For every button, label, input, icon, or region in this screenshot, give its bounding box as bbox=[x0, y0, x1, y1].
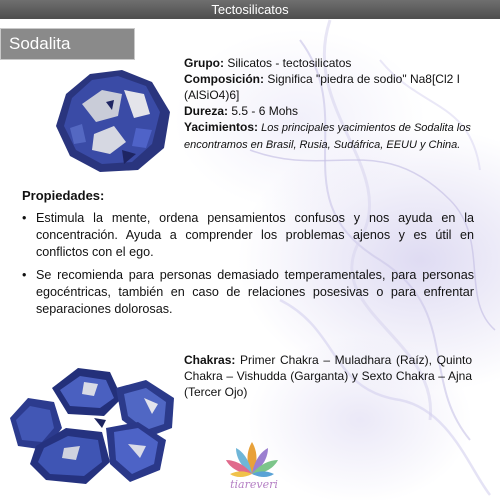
sodalite-stone-image bbox=[52, 64, 174, 176]
composicion-row bbox=[184, 71, 490, 103]
chakras-value: Primer Chakra – Muladhara (Raíz), Quinto Chakra – Vishudda (Garganta) y Sexto Chakra – Ajna (Tercer Ojo) bbox=[184, 353, 472, 399]
composicion-label: Composición: bbox=[184, 72, 264, 86]
sodalite-rough-stones-image bbox=[6, 358, 182, 488]
yacimientos-label: Yacimientos: bbox=[184, 120, 259, 134]
yacimientos-row bbox=[184, 119, 490, 153]
mineral-name-box bbox=[0, 28, 135, 60]
mineral-name: Sodalita bbox=[9, 34, 71, 53]
bullet-dot-icon: • bbox=[22, 268, 27, 282]
property-text: Se recomienda para personas demasiado temperamentales, para personas egocéntricas, también en caso de relaciones posesivas o para enfrentar separaciones dolorosas. bbox=[36, 268, 474, 316]
mineral-info-block bbox=[184, 55, 490, 153]
property-item bbox=[22, 267, 474, 318]
dureza-value: 5.5 - 6 Mohs bbox=[228, 104, 299, 118]
brand-name: tiareveri bbox=[230, 478, 278, 491]
grupo-label: Grupo: bbox=[184, 56, 224, 70]
dureza-row bbox=[184, 103, 490, 119]
grupo-value: Silicatos - tectosilicatos bbox=[224, 56, 352, 70]
composicion-value: Significa "piedra de sodio" Na8[Cl2 I (AlSiO4)6] bbox=[184, 72, 460, 102]
yacimientos-value: Los principales yacimientos de Sodalita los encontramos en Brasil, Rusia, Sudáfrica, EEUU y China. bbox=[184, 122, 471, 151]
property-item bbox=[22, 210, 474, 261]
properties-title: Propiedades: bbox=[22, 188, 105, 203]
grupo-row bbox=[184, 55, 490, 71]
property-text: Estimula la mente, ordena pensamientos confusos y nos ayuda en la concentración. Ayuda a comprender los problemas ajenos y es útil en conflictos con el ego. bbox=[36, 211, 474, 259]
dureza-label: Dureza: bbox=[184, 104, 229, 118]
page-title: Tectosilicatos bbox=[211, 2, 289, 17]
bullet-dot-icon: • bbox=[22, 211, 27, 225]
properties-list bbox=[22, 210, 474, 324]
chakras-block bbox=[184, 352, 472, 400]
header-bar bbox=[0, 0, 500, 19]
chakras-label: Chakras: bbox=[184, 353, 236, 367]
